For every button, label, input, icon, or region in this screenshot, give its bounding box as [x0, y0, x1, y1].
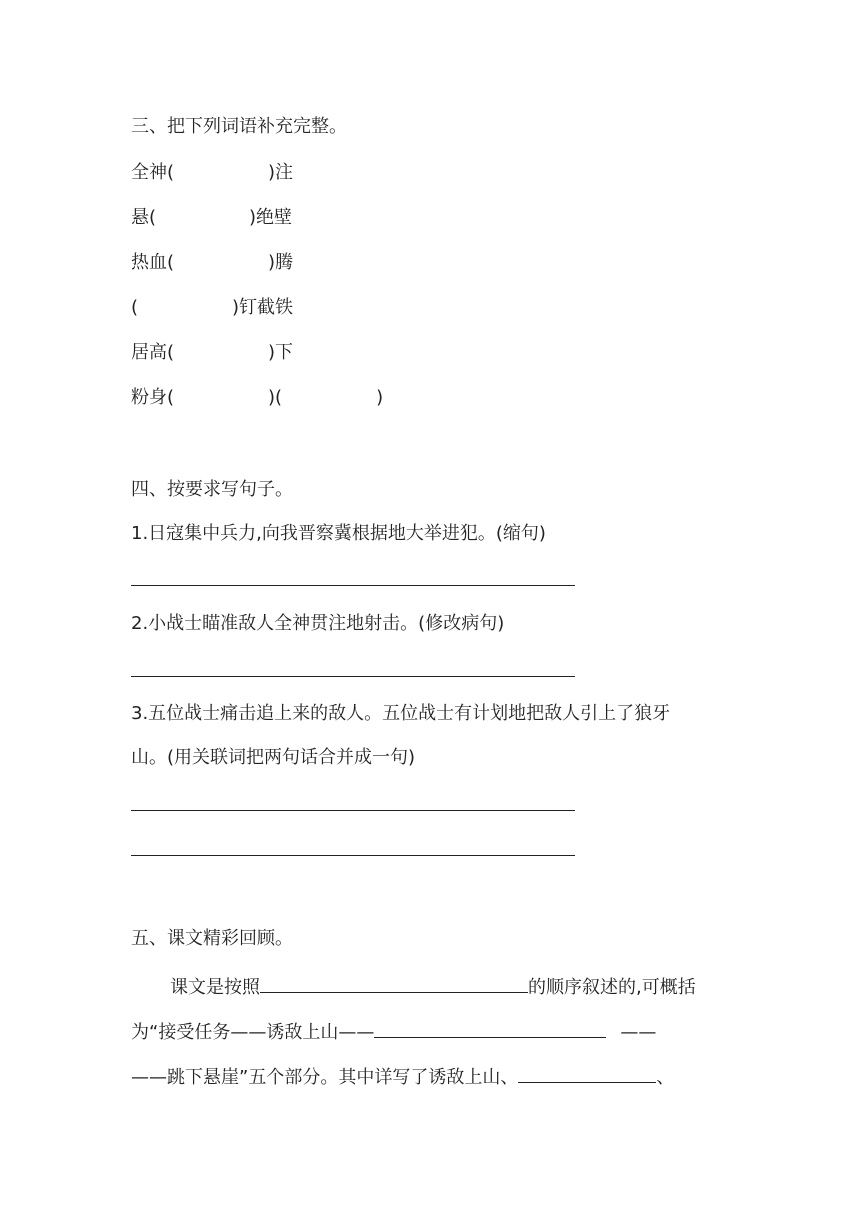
fill-item-before: 悬( — [131, 207, 157, 228]
fill-item-before: 居高( — [131, 342, 175, 363]
fill-item-6 — [131, 386, 383, 410]
fill-item-2 — [131, 206, 292, 230]
fill-item-before: 粉身( — [131, 387, 175, 408]
question-3-line1: 3.五位战士痛击追上来的敌人。五位战士有计划地把敌人引上了狼牙 — [131, 703, 671, 724]
answer-blank[interactable] — [518, 1062, 656, 1083]
section5-heading: 五、课文精彩回顾。 — [131, 928, 293, 949]
fill-item-after: )钉截铁 — [232, 297, 294, 318]
fill-item-1 — [131, 161, 293, 185]
answer-blank[interactable] — [260, 972, 528, 993]
fill-item-4 — [131, 296, 293, 320]
fill-item-3 — [131, 251, 293, 275]
review-line-2 — [131, 1017, 656, 1045]
answer-line[interactable] — [131, 810, 575, 811]
fill-item-before: 全神( — [131, 162, 175, 183]
answer-line[interactable] — [131, 676, 575, 677]
review-text: —— — [620, 1022, 657, 1043]
fill-item-5 — [131, 341, 293, 365]
question-3-line2: 山。(用关联词把两句话合并成一句) — [131, 747, 416, 768]
review-text: 课文是按照 — [170, 977, 260, 998]
review-text: 、 — [656, 1067, 675, 1088]
answer-blank[interactable] — [374, 1017, 606, 1038]
review-text: 的顺序叙述的,可概括 — [528, 977, 696, 998]
review-line-3 — [131, 1062, 674, 1090]
review-text: ——跳下悬崖”五个部分。其中详写了诱敌上山、 — [131, 1067, 519, 1088]
answer-line[interactable] — [131, 585, 575, 586]
question-1: 1.日寇集中兵力,向我晋察冀根据地大举进犯。(缩句) — [131, 523, 546, 544]
fill-item-before: ( — [131, 297, 139, 318]
question-2: 2.小战士瞄准敌人全神贯注地射击。(修改病句) — [131, 613, 505, 634]
fill-item-after: )绝壁 — [249, 207, 293, 228]
section3-heading: 三、把下列词语补充完整。 — [131, 116, 347, 137]
fill-item-after: ) — [376, 387, 384, 408]
review-line-1 — [170, 972, 696, 1000]
answer-line[interactable] — [131, 855, 575, 856]
fill-item-mid: )( — [268, 387, 283, 408]
fill-item-after: )注 — [268, 162, 294, 183]
section4-heading: 四、按要求写句子。 — [131, 479, 293, 500]
fill-item-after: )腾 — [268, 252, 294, 273]
fill-item-after: )下 — [268, 342, 294, 363]
fill-item-before: 热血( — [131, 252, 175, 273]
review-text: 为“接受任务——诱敌上山—— — [131, 1022, 375, 1043]
